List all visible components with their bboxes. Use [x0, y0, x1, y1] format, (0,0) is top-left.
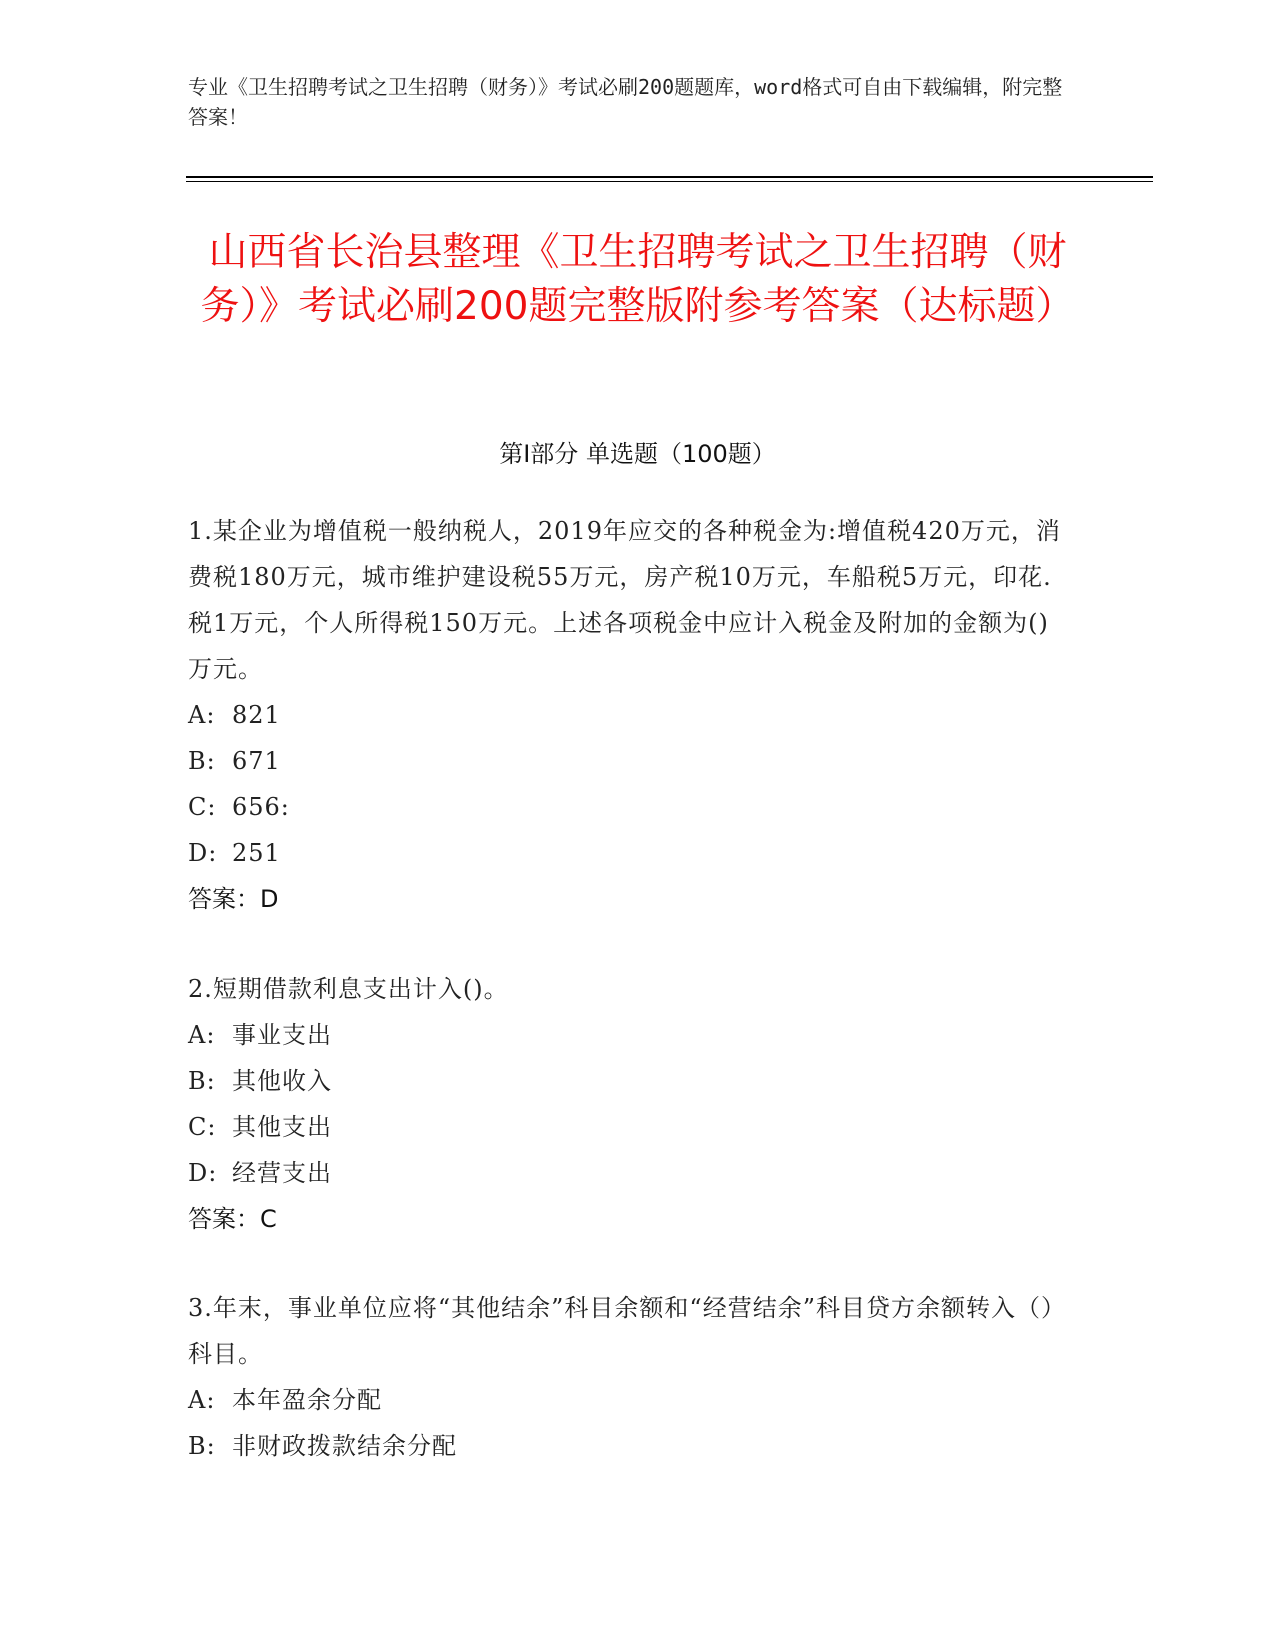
question-stem: 3.年末，事业单位应将“其他结余”科目余额和“经营结余”科目贷方余额转入（）科目。 — [188, 1294, 1066, 1368]
option-a — [188, 1377, 1068, 1423]
option-letter: D: — [188, 839, 218, 867]
option-text: 其他支出 — [232, 1113, 332, 1141]
question-3 — [188, 1285, 1068, 1469]
option-text: 671 — [232, 747, 281, 775]
question-stem: 1.某企业为增值税一般纳税人，2019年应交的各种税金为:增值税420万元，消费税180万元，城市维护建设税55万元，房产税10万元，车船税5万元，印花.税1万元，个人所得税150万元。上述各项税金中应计入税金及附加的金额为()万元。 — [188, 517, 1061, 683]
option-letter: B: — [188, 747, 216, 775]
option-letter: C: — [188, 1113, 217, 1141]
header-divider-thin — [186, 181, 1153, 182]
option-text: 经营支出 — [232, 1159, 332, 1187]
option-text: 821 — [232, 701, 281, 729]
option-text: 本年盈余分配 — [232, 1386, 382, 1414]
option-c — [188, 1104, 1068, 1150]
option-letter: A: — [188, 701, 216, 729]
option-letter: A: — [188, 1021, 216, 1049]
option-text: 656: — [232, 793, 290, 821]
option-b — [188, 1058, 1068, 1104]
option-text: 事业支出 — [232, 1021, 332, 1049]
question-1 — [188, 508, 1068, 922]
option-b — [188, 738, 1068, 784]
option-b — [188, 1423, 1068, 1469]
option-letter: A: — [188, 1386, 216, 1414]
option-text: 非财政拨款结余分配 — [232, 1432, 457, 1460]
document-title: 山西省长治县整理《卫生招聘考试之卫生招聘（财务）》考试必刷200题完整版附参考答案（达标题） — [200, 230, 1075, 329]
option-a — [188, 1012, 1068, 1058]
option-text: 251 — [232, 839, 281, 867]
section-heading: 第I部分 单选题（100题） — [499, 440, 776, 468]
question-stem: 2.短期借款利息支出计入()。 — [188, 975, 509, 1003]
option-letter: C: — [188, 793, 217, 821]
option-d — [188, 1150, 1068, 1196]
option-text: 其他收入 — [232, 1067, 332, 1095]
option-a — [188, 692, 1068, 738]
option-c — [188, 784, 1068, 830]
header-divider-thick — [186, 176, 1153, 178]
answer: 答案：D — [188, 885, 279, 913]
option-d — [188, 830, 1068, 876]
option-letter: D: — [188, 1159, 218, 1187]
answer: 答案：C — [188, 1205, 277, 1233]
option-letter: B: — [188, 1432, 216, 1460]
question-2 — [188, 966, 1068, 1242]
header-note: 专业《卫生招聘考试之卫生招聘（财务）》考试必刷200题题库，word格式可自由下载编辑，附完整答案！ — [188, 75, 1063, 129]
option-letter: B: — [188, 1067, 216, 1095]
